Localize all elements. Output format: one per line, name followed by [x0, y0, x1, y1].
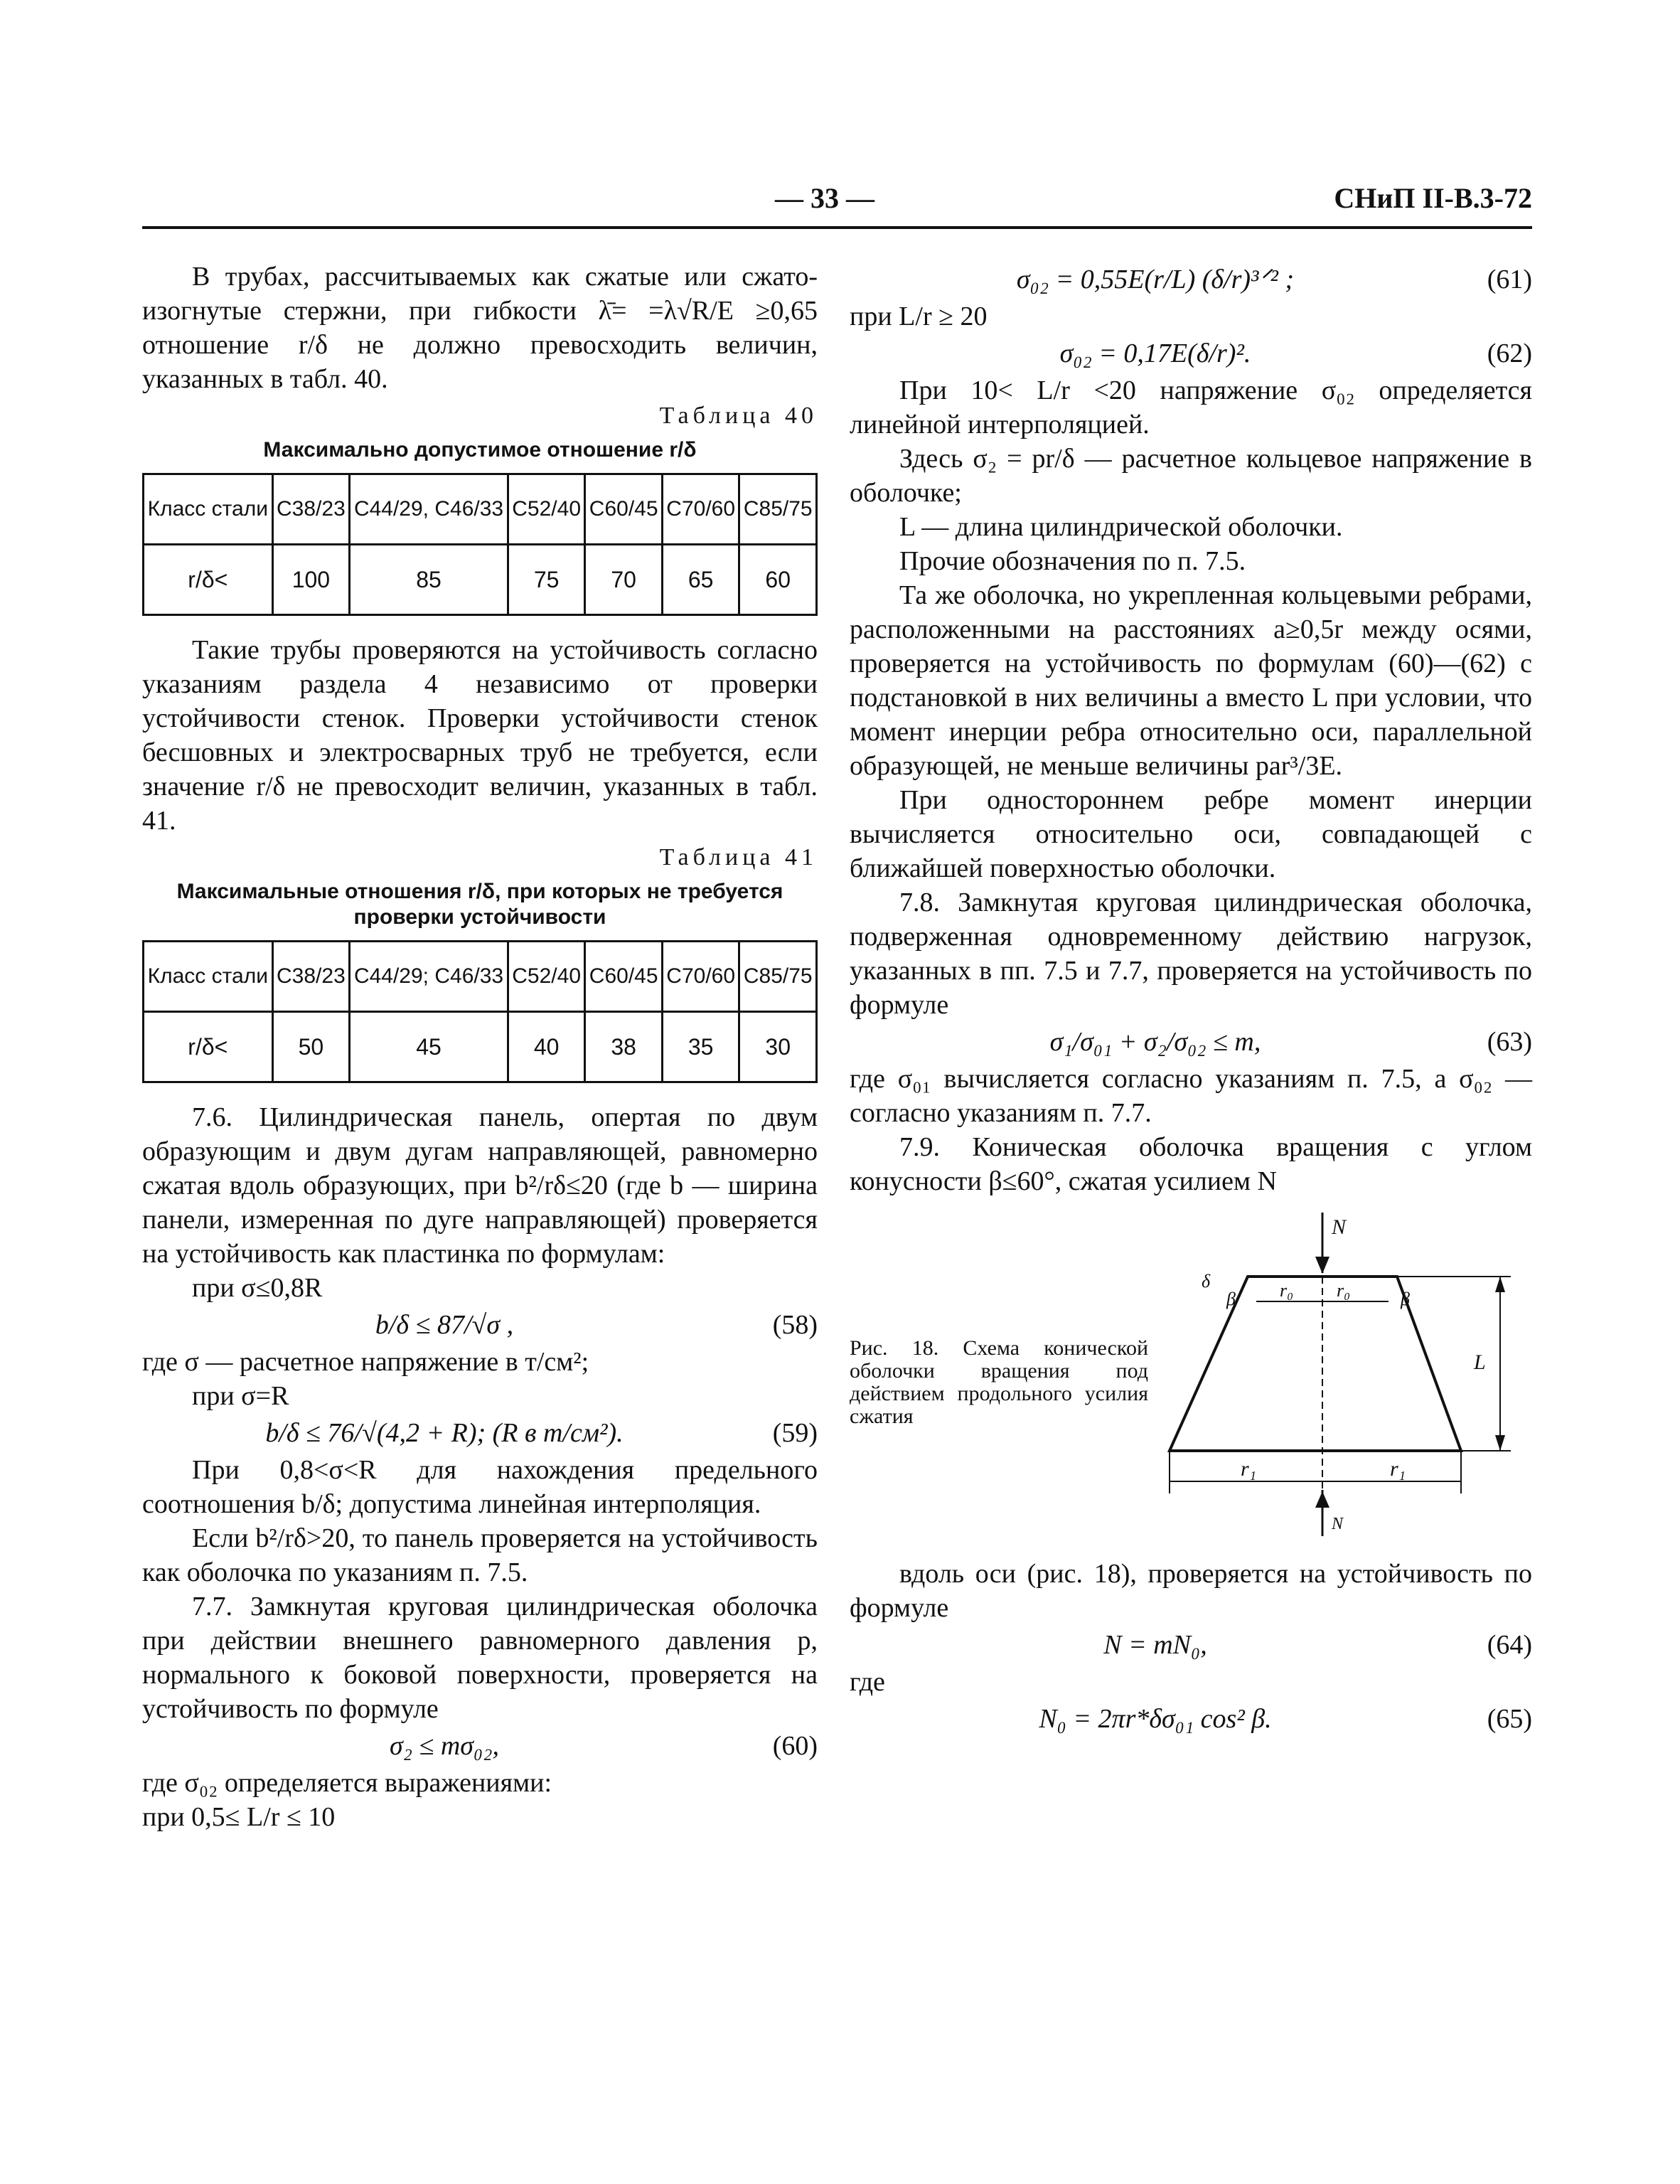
- paragraph: Прочие обозначения по п. 7.5.: [899, 546, 1246, 576]
- formula-63: [850, 1025, 1532, 1059]
- formula-expression: σ₀₂ = 0,17E(δ/r)².: [1059, 339, 1251, 368]
- definition-line: где σ — расчетное напряжение в т/см²;: [142, 1347, 589, 1377]
- definition-line: где: [850, 1667, 885, 1697]
- formula-expression: b/δ ≤ 87/√σ ,: [375, 1310, 514, 1340]
- paragraph: L — длина цилиндрической оболочки.: [899, 512, 1343, 542]
- formula-expression: N₀ = 2πr*δσ₀₁ cos² β.: [1039, 1704, 1272, 1734]
- formula-expression: σ₁/σ₀₁ + σ₂/σ₀₂ ≤ m,: [1049, 1027, 1261, 1057]
- condition-line: при 0,5≤ L/r ≤ 10: [142, 1802, 336, 1832]
- table-cell: С44/29, С46/33: [350, 474, 508, 545]
- arrow-head: [1315, 1257, 1329, 1274]
- condition-line: при σ=R: [192, 1381, 289, 1411]
- table-cell: 75: [508, 545, 585, 615]
- formula-number: (61): [1487, 265, 1532, 294]
- paragraph: При 0,8<σ<R для нахождения предельного соотношения b/δ; допустима линейная интерполяция.: [142, 1455, 818, 1519]
- label-beta-right: β: [1401, 1289, 1410, 1309]
- paragraph: При одностороннем ребре момент инерции вычисляется относительно оси, совпадающей с ближайшей поверхностью оболочки.: [850, 785, 1532, 883]
- table-cell: 40: [508, 1012, 585, 1082]
- figure-18: [850, 1205, 1532, 1547]
- formula-expression: σ₀₂ = 0,55E(r/L) (δ/r)³ᐟ² ;: [1016, 265, 1295, 294]
- section-7-8: 7.8. Замкнутая круговая цилиндрическая оболочка, подверженная одновременному действию нагрузок, указанных в пп. 7.5 и 7.7, проверяется на устойчивость по формуле: [850, 888, 1532, 1020]
- condition-line: при σ≤0,8R: [192, 1273, 323, 1303]
- formula-expression: b/δ ≤ 76/√(4,2 + R); (R в т/см²).: [265, 1418, 624, 1448]
- label-beta-left: β: [1226, 1289, 1236, 1309]
- table-cell: С52/40: [508, 474, 585, 545]
- document-code: СНиП II-В.3-72: [1334, 182, 1532, 214]
- formula-number: (65): [1487, 1704, 1532, 1734]
- table-cell: С38/23: [272, 942, 350, 1012]
- section-7-6: 7.6. Цилиндрическая панель, опертая по двум образующим и двум дугам направляющей, равномерно сжатая вдоль образующих, при b²/rδ≤20 (где b — ширина панели, измеренная по дуге направляющей) проверяется на устойчивость как пластинка по формулам:: [142, 1102, 818, 1269]
- table-row: [144, 545, 817, 615]
- table-cell: r/δ<: [144, 545, 273, 615]
- formula-65: [850, 1702, 1532, 1736]
- page-number: — 33 —: [775, 182, 874, 214]
- table-cell: С44/29; С46/33: [350, 942, 508, 1012]
- right-column: [850, 260, 1532, 1739]
- header-rule: [142, 226, 1532, 229]
- table-cell: С52/40: [508, 942, 585, 1012]
- section-7-7: 7.7. Замкнутая круговая цилиндрическая оболочка при действии внешнего равномерного давления p, нормального к боковой поверхности, проверяется на устойчивость по формуле: [142, 1592, 818, 1724]
- table-number: Таблица 40: [659, 403, 818, 429]
- figure-caption: Рис. 18. Схема конической оболочки вращения под действием продольного усилия сжатия: [850, 1336, 1148, 1428]
- label-r0-right: r₀: [1337, 1280, 1351, 1301]
- table-cell: С85/75: [739, 942, 817, 1012]
- table-cell: 45: [350, 1012, 508, 1082]
- table-cell: r/δ<: [144, 1012, 273, 1082]
- table-cell: Класс стали: [144, 942, 273, 1012]
- left-column: [142, 260, 818, 1834]
- paragraph: В трубах, рассчитываемых как сжатые или сжато-изогнутые стержни, при гибкости λ̄= =λ√R/E ≥0,65 отношение r/δ не должно превосходить величин, указанных в табл. 40.: [142, 262, 818, 394]
- table-cell: С85/75: [739, 474, 817, 545]
- label-r1-right: r₁: [1390, 1457, 1406, 1481]
- table-cell: С60/45: [585, 474, 663, 545]
- table-cell: 85: [350, 545, 508, 615]
- formula-62: [850, 336, 1532, 371]
- label-N-top: N: [1332, 1215, 1347, 1239]
- paragraph: Здесь σ₂ = pr/δ — расчетное кольцевое напряжение в оболочке;: [850, 444, 1532, 508]
- table-cell: 30: [739, 1012, 817, 1082]
- table-cell: 35: [662, 1012, 739, 1082]
- table-cell: С60/45: [585, 942, 663, 1012]
- label-delta: δ: [1202, 1271, 1211, 1291]
- formula-number: (59): [772, 1418, 818, 1448]
- conical-shell-diagram: [1162, 1205, 1532, 1540]
- page-header: [142, 181, 1532, 224]
- table-cell: 65: [662, 545, 739, 615]
- formula-number: (62): [1487, 339, 1532, 368]
- label-L: L: [1474, 1351, 1486, 1374]
- formula-expression: σ₂ ≤ mσ₀₂,: [390, 1731, 499, 1761]
- table-40: [142, 473, 818, 616]
- table-cell: 70: [585, 545, 663, 615]
- table-cell: Класс стали: [144, 474, 273, 545]
- table-cell: 100: [272, 545, 350, 615]
- table-number: Таблица 41: [659, 844, 818, 870]
- paragraph: Такие трубы проверяются на устойчивость согласно указаниям раздела 4 независимо от проверки устойчивости стенок. Проверки устойчивости стенок бесшовных и электросварных труб не требуется, если значение r/δ не превосходит величин, указанных в табл. 41.: [142, 635, 818, 836]
- paragraph: где σ₀₁ вычисляется согласно указаниям п. 7.5, а σ₀₂ — согласно указаниям п. 7.7.: [850, 1064, 1532, 1128]
- table-caption: Максимальные отношения r/δ, при которых не требуется проверки устойчивости: [176, 880, 783, 929]
- paragraph: При 10< L/r <20 напряжение σ₀₂ определяется линейной интерполяцией.: [850, 375, 1532, 440]
- formula-59: [142, 1416, 818, 1450]
- formula-60: [142, 1729, 818, 1763]
- formula-58: [142, 1308, 818, 1342]
- formula-number: (60): [772, 1731, 818, 1761]
- section-7-9: 7.9. Коническая оболочка вращения с углом конусности β≤60°, сжатая усилием N: [850, 1132, 1532, 1196]
- paragraph: Та же оболочка, но укрепленная кольцевыми ребрами, расположенными на расстояниях a≥0,5r между осями, проверяется на устойчивость по формулам (60)—(62) с подстановкой в них величины a вместо L при условии, что момент инерции ребра относительно оси, параллельной образующей, не меньше величины par³/3E.: [850, 580, 1532, 781]
- definition-line: где σ₀₂ определяется выражениями:: [142, 1768, 552, 1798]
- label-r1-left: r₁: [1241, 1457, 1257, 1481]
- table-cell: 50: [272, 1012, 350, 1082]
- arrow-head: [1495, 1277, 1505, 1292]
- table-row: [144, 1012, 817, 1082]
- table-cell: 38: [585, 1012, 663, 1082]
- formula-number: (58): [772, 1310, 818, 1340]
- table-41: [142, 940, 818, 1083]
- condition-line: при L/r ≥ 20: [850, 302, 988, 331]
- formula-expression: N = mN₀,: [1103, 1630, 1207, 1660]
- label-r0-left: r₀: [1280, 1280, 1294, 1301]
- label-N-bottom: N: [1332, 1515, 1344, 1533]
- table-cell: С70/60: [662, 474, 739, 545]
- formula-number: (63): [1487, 1027, 1532, 1057]
- formula-64: [850, 1628, 1532, 1662]
- paragraph: Если b²/rδ>20, то панель проверяется на устойчивость как оболочка по указаниям п. 7.5.: [142, 1523, 818, 1587]
- formula-61: [850, 262, 1532, 297]
- arrow-head: [1495, 1435, 1505, 1451]
- table-cell: С38/23: [272, 474, 350, 545]
- table-cell: 60: [739, 545, 817, 615]
- table-cell: С70/60: [662, 942, 739, 1012]
- table-caption: Максимально допустимое отношение r/δ: [263, 438, 697, 462]
- formula-number: (64): [1487, 1630, 1532, 1660]
- table-header-row: [144, 942, 817, 1012]
- arrow-head: [1315, 1491, 1329, 1508]
- table-header-row: [144, 474, 817, 545]
- cone-outline: [1170, 1277, 1461, 1451]
- paragraph: вдоль оси (рис. 18), проверяется на устойчивость по формуле: [850, 1559, 1532, 1623]
